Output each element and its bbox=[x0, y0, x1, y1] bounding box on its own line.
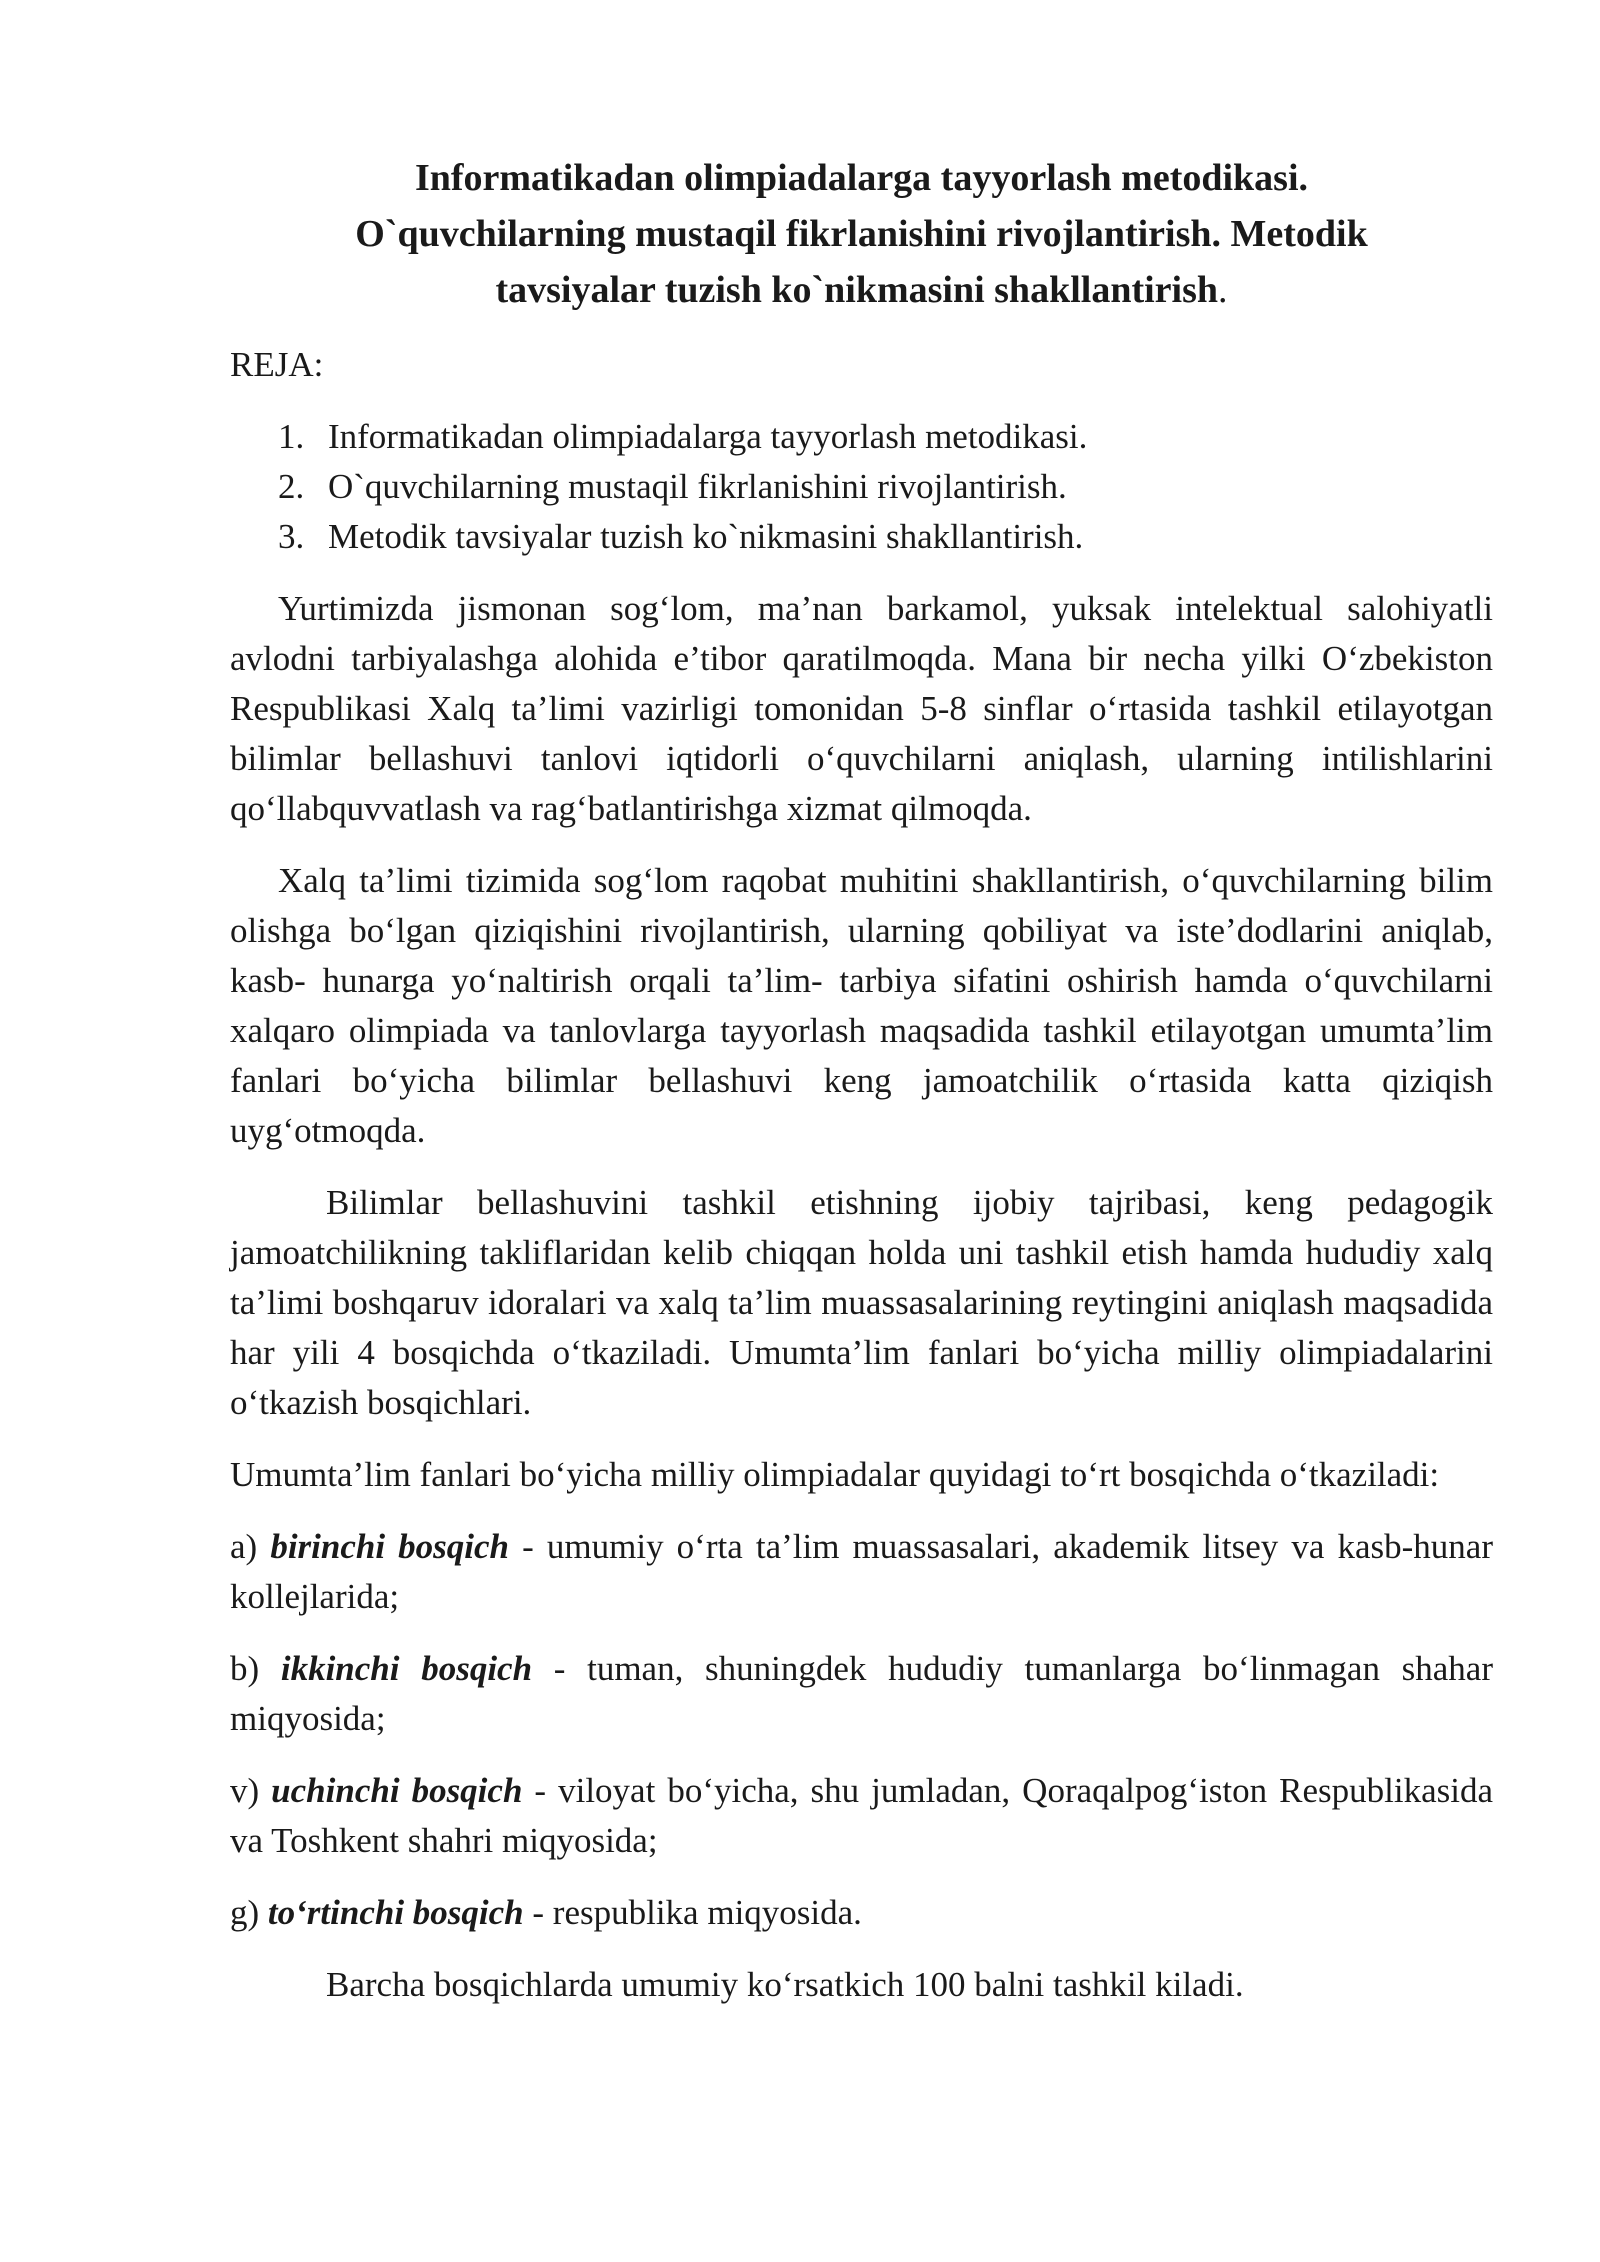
plan-item-text: Metodik tavsiyalar tuzish ko`nikmasini shakllantirish. bbox=[328, 517, 1084, 556]
stage-description: - tuman, shuningdek hududiy tumanlarga bo‘linmagan shahar miqyosida; bbox=[230, 1649, 1493, 1738]
plan-list bbox=[278, 412, 1493, 562]
stage-item-g bbox=[230, 1888, 1493, 1938]
stage-prefix: g) bbox=[230, 1893, 268, 1932]
title-line-3 bbox=[230, 262, 1493, 318]
stage-description: - umumiy o‘rta ta’lim muassasalari, akademik litsey va kasb-hunar kollejlarida; bbox=[230, 1527, 1493, 1616]
stage-item-b bbox=[230, 1644, 1493, 1744]
plan-item bbox=[278, 462, 1493, 512]
paragraph-intro: Yurtimizda jismonan sog‘lom, ma’nan barkamol, yuksak intelektual salohiyatli avlodni tarbiyalashga alohida e’tibor qaratilmoqda. Mana bir necha yilki O‘zbekiston Respublikasi Xalq ta’limi vazirligi tomonidan 5-8 sinflar o‘rtasida tashkil etilayotgan bilimlar bellashuvi tanlovi iqtidorli o‘quvchilarni aniqlash, ularning intilishlarini qo‘llabquvvatlash va rag‘batlantirishga xizmat qilmoqda. bbox=[230, 589, 1493, 828]
paragraph-closing: Barcha bosqichlarda umumiy ko‘rsatkich 100 balni tashkil kiladi. bbox=[326, 1965, 1244, 2004]
title-trailing-dot: . bbox=[1218, 269, 1228, 311]
plan-item bbox=[278, 412, 1493, 462]
document-body bbox=[230, 150, 1493, 2032]
title-line-2: O`quvchilarning mustaqil fikrlanishini rivojlantirish. Metodik bbox=[355, 213, 1368, 255]
title-line-1: Informatikadan olimpiadalarga tayyorlash metodikasi. bbox=[414, 157, 1309, 199]
stage-name: birinchi bosqich bbox=[270, 1527, 510, 1566]
stage-description: - respublika miqyosida. bbox=[523, 1893, 862, 1932]
plan-item-number: 3. bbox=[278, 517, 305, 556]
stage-name: ikkinchi bosqich bbox=[280, 1649, 533, 1688]
plan-item-number: 2. bbox=[278, 467, 305, 506]
stage-prefix: b) bbox=[230, 1649, 281, 1688]
plan-item bbox=[278, 512, 1493, 562]
paragraph-education-system: Xalq ta’limi tizimida sog‘lom raqobat muhitini shakllantirish, o‘quvchilarning bilim olishga bo‘lgan qiziqishini rivojlantirish, ularning qobiliyat va iste’dodlarini aniqlab, kasb- hunarga yo‘naltirish orqali ta’lim- tarbiya sifatini oshirish hamda o‘quvchilarni xalqaro olimpiada va tanlovlarga tayyorlash maqsadida tashkil etilayotgan umumta’lim fanlari bo‘yicha bilimlar bellashuvi keng jamoatchilik o‘rtasida katta qiziqish uyg‘otmoqda. bbox=[230, 861, 1493, 1150]
plan-item-text: O`quvchilarning mustaqil fikrlanishini rivojlantirish. bbox=[328, 467, 1067, 506]
stage-prefix: v) bbox=[230, 1771, 272, 1810]
document-title bbox=[230, 150, 1493, 318]
stage-prefix: a) bbox=[230, 1527, 271, 1566]
paragraph-stages-intro: Umumta’lim fanlari bo‘yicha milliy olimpiadalar quyidagi to‘rt bosqichda o‘tkaziladi: bbox=[230, 1455, 1440, 1494]
stage-name: uchinchi bosqich bbox=[271, 1771, 523, 1810]
plan-heading: REJA: bbox=[230, 345, 324, 384]
paragraph-competition-experience: Bilimlar bellashuvini tashkil etishning ijobiy tajribasi, keng pedagogik jamoatchilikning takliflaridan kelib chiqqan holda uni tashkil etish hamda hududiy xalq ta’limi boshqaruv idoralari va xalq ta’lim muassasalarining reytingini aniqlash maqsadida har yili 4 bosqichda o‘tkaziladi. Umumta’lim fanlari bo‘yicha milliy olimpiadalarini o‘tkazish bosqichlari. bbox=[230, 1183, 1493, 1422]
stage-name: to‘rtinchi bosqich bbox=[267, 1893, 524, 1932]
stage-description: - viloyat bo‘yicha, shu jumladan, Qoraqalpog‘iston Respublikasida va Toshkent shahri miqyosida; bbox=[230, 1771, 1494, 1860]
stage-item-v bbox=[230, 1766, 1493, 1866]
plan-item-number: 1. bbox=[278, 417, 305, 456]
title-line-3-text: tavsiyalar tuzish ko`nikmasini shakllantirish bbox=[495, 269, 1219, 311]
stage-item-a bbox=[230, 1522, 1493, 1622]
plan-item-text: Informatikadan olimpiadalarga tayyorlash metodikasi. bbox=[328, 417, 1088, 456]
